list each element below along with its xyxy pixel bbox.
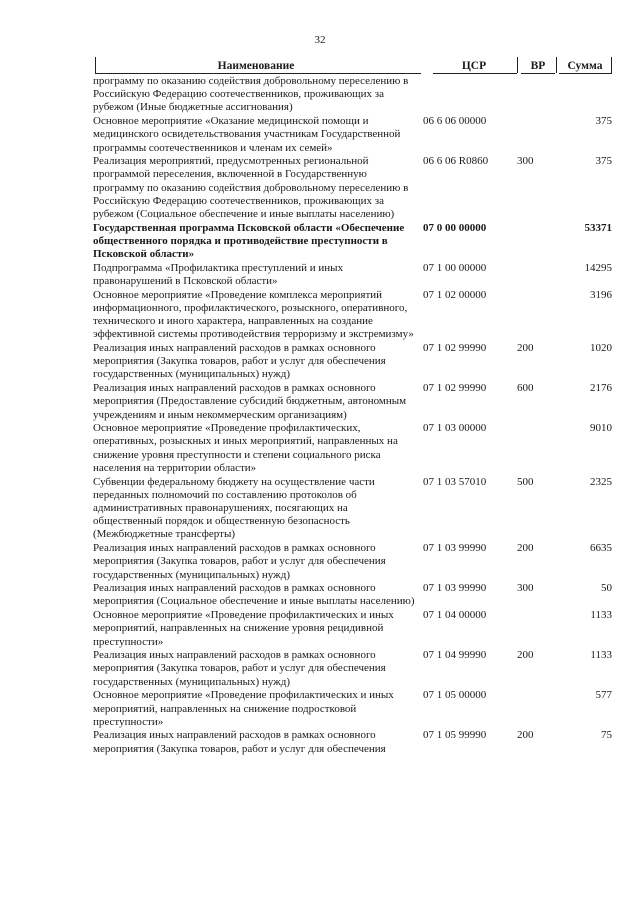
header-divider xyxy=(95,57,96,73)
row-vr-code xyxy=(513,115,548,155)
header-csr: ЦСР xyxy=(461,60,487,72)
row-csr-code: 07 1 04 00000 xyxy=(423,609,487,622)
row-name: Реализация иных направлений расходов в рамках основного мероприятия (Закупка товаров, работ и услуг для обеспечения xyxy=(93,729,386,755)
row-csr-code: 07 1 02 00000 xyxy=(423,288,487,301)
row-sum: 9010 xyxy=(590,422,612,435)
header-divider xyxy=(611,57,612,73)
header-divider xyxy=(556,57,557,73)
table-row xyxy=(93,582,612,608)
table-row xyxy=(93,729,612,755)
row-vr-code: 200 xyxy=(517,649,534,662)
table-row xyxy=(93,382,612,422)
row-sum: 375 xyxy=(595,155,612,168)
row-sum: 375 xyxy=(595,115,612,128)
table-row xyxy=(93,476,612,542)
row-name: Основное мероприятие «Проведение профилактических и иных мероприятий, направленных на снижение подростковой преступности» xyxy=(93,689,394,728)
row-csr-code: 07 1 02 99990 xyxy=(423,382,487,395)
row-vr-code: 200 xyxy=(517,342,534,355)
table-row xyxy=(93,222,612,262)
row-name: программу по оказанию содействия добровольному переселению в Российскую Федерацию соотечественников, проживающих за рубежом (Иные бюджетные ассигнования) xyxy=(93,75,409,114)
row-name: Основное мероприятие «Оказание медицинской помощи и медицинского освидетельствования участникам Государственной программы соотечественников и членам их семей» xyxy=(93,115,401,154)
row-sum: 2176 xyxy=(590,382,612,395)
table-row xyxy=(93,115,612,155)
table-row xyxy=(93,422,612,475)
row-vr-code: 300 xyxy=(517,155,534,168)
row-csr-code: 07 0 00 00000 xyxy=(423,221,487,234)
row-sum: 1133 xyxy=(590,609,612,622)
table-row xyxy=(93,609,612,649)
row-vr-code xyxy=(513,222,548,262)
row-name: Реализация мероприятий, предусмотренных региональной программой переселения, включенной в Государственную программу по оказанию содействия добровольному переселению в Российскую Федерацию соотечественников, проживающих за рубежом (Социальное обеспечение и иные выплаты населению) xyxy=(93,155,409,221)
row-sum: 14295 xyxy=(584,261,612,274)
row-sum: 1133 xyxy=(590,649,612,662)
row-name: Реализация иных направлений расходов в рамках основного мероприятия (Закупка товаров, работ и услуг для обеспечения государственных (муниципальных) нужд) xyxy=(93,649,386,688)
row-csr-code xyxy=(423,75,513,115)
header-vr: ВР xyxy=(530,60,546,72)
row-sum: 3196 xyxy=(590,288,612,301)
row-vr-code: 200 xyxy=(517,542,534,555)
header-underline-name xyxy=(95,73,421,74)
row-csr-code: 07 1 03 57010 xyxy=(423,475,487,488)
row-name: Реализация иных направлений расходов в рамках основного мероприятия (Закупка товаров, работ и услуг для обеспечения государственных (муниципальных) нужд) xyxy=(93,342,386,381)
header-underline-csr xyxy=(433,73,517,74)
budget-table-body xyxy=(93,75,612,756)
header-divider xyxy=(517,57,518,73)
row-name: Основное мероприятие «Проведение профилактических, оперативных, розыскных и иных мероприятий, направленных на снижение уровня преступности и степени социального риска населения на территории области» xyxy=(93,422,398,474)
row-csr-code: 07 1 03 00000 xyxy=(423,422,487,435)
row-csr-code: 07 1 02 99990 xyxy=(423,342,487,355)
page-number: 32 xyxy=(314,34,326,46)
table-row xyxy=(93,75,612,115)
row-sum: 577 xyxy=(595,689,612,702)
row-sum: 50 xyxy=(601,582,612,595)
row-csr-code: 07 1 04 99990 xyxy=(423,649,487,662)
row-csr-code: 06 6 06 00000 xyxy=(423,115,487,128)
row-vr-code: 300 xyxy=(517,582,534,595)
row-name: Реализация иных направлений расходов в рамках основного мероприятия (Социальное обеспечение и иные выплаты населению) xyxy=(93,582,415,608)
row-csr-code: 07 1 05 00000 xyxy=(423,689,487,702)
row-csr-code: 06 6 06 R0860 xyxy=(423,155,489,168)
row-vr-code xyxy=(513,609,548,649)
row-csr-code: 07 1 03 99990 xyxy=(423,542,487,555)
row-name: Реализация иных направлений расходов в рамках основного мероприятия (Предоставление субсидий бюджетным, автономным учреждениям и иным некоммерческим организациям) xyxy=(93,382,407,421)
row-name: Субвенции федеральному бюджету на осуществление части переданных полномочий по составлению протоколов об административных правонарушениях, посягающих на общественный порядок и общественную безопасность (Межбюджетные трансферты) xyxy=(93,475,375,541)
row-name: Основное мероприятие «Проведение профилактических и иных мероприятий, направленных на снижение уровня рецидивной преступности» xyxy=(93,609,394,648)
table-row xyxy=(93,689,612,729)
table-row xyxy=(93,342,612,382)
table-row xyxy=(93,289,612,342)
row-name: Основное мероприятие «Проведение комплекса мероприятий информационного, профилактического, розыскного, оперативного, технического и иного характера, направленных на создание эффективной системы противодействия терроризму и экстремизму» xyxy=(93,288,414,341)
header-name: Наименование xyxy=(217,60,295,72)
row-sum: 2325 xyxy=(590,475,612,488)
row-sum: 53371 xyxy=(584,221,612,234)
header-underline-sum xyxy=(559,73,612,74)
row-csr-code: 07 1 03 99990 xyxy=(423,582,487,595)
row-sum: 1020 xyxy=(590,342,612,355)
row-csr-code: 07 1 05 99990 xyxy=(423,729,487,742)
table-row xyxy=(93,542,612,582)
row-name: Государственная программа Псковской области «Обеспечение общественного порядка и противодействие преступности в Псковской области» xyxy=(93,221,405,261)
row-vr-code xyxy=(513,289,548,342)
row-vr-code xyxy=(513,262,548,288)
header-sum: Сумма xyxy=(567,60,603,72)
header-underline-vr xyxy=(521,73,555,74)
row-vr-code xyxy=(513,422,548,475)
table-header xyxy=(93,57,612,74)
row-vr-code xyxy=(513,689,548,729)
table-row xyxy=(93,649,612,689)
row-name: Реализация иных направлений расходов в рамках основного мероприятия (Закупка товаров, работ и услуг для обеспечения государственных (муниципальных) нужд) xyxy=(93,542,386,581)
row-vr-code: 500 xyxy=(517,475,534,488)
row-sum: 75 xyxy=(601,729,612,742)
row-vr-code: 600 xyxy=(517,382,534,395)
row-sum: 6635 xyxy=(590,542,612,555)
row-sum xyxy=(548,75,612,115)
row-name: Подпрограмма «Профилактика преступлений и иных правонарушений в Псковской области» xyxy=(93,261,344,288)
row-vr-code xyxy=(513,75,548,115)
table-row xyxy=(93,262,612,288)
row-vr-code: 200 xyxy=(517,729,534,742)
row-csr-code: 07 1 00 00000 xyxy=(423,261,487,274)
table-row xyxy=(93,155,612,221)
